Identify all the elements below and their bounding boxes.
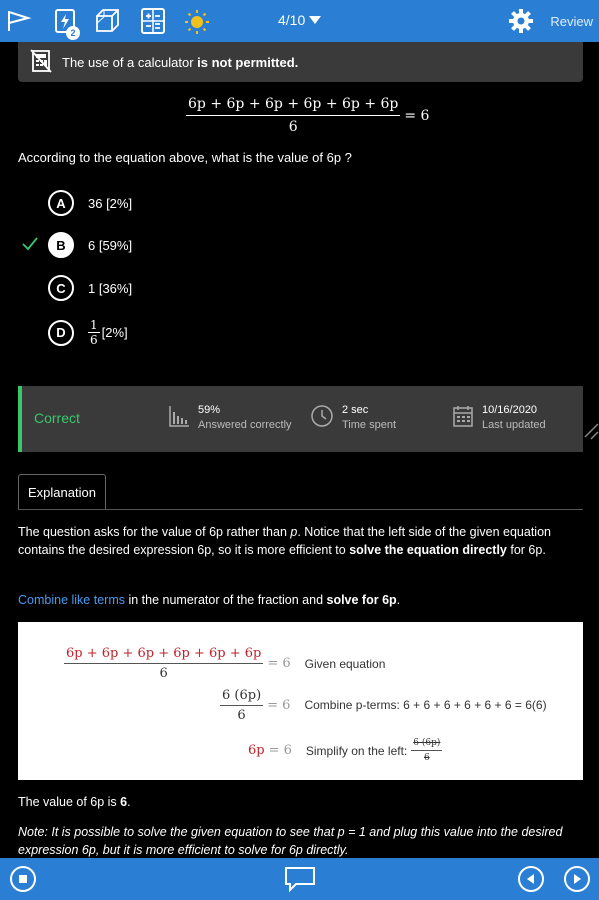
work-step-3: 6p = 6 Simplify on the left: 6 (6p) 6 [248, 738, 441, 763]
choice-c[interactable] [48, 275, 132, 301]
flashcard-badge: 2 [66, 26, 80, 40]
choice-letter: D [48, 320, 74, 346]
calculator-notice [18, 42, 583, 82]
question-equation [186, 96, 429, 135]
bottom-bar [0, 858, 599, 900]
cube-icon[interactable] [92, 6, 122, 36]
choice-text: 36 [2%] [88, 195, 133, 211]
time-value: 2 sec [342, 404, 369, 416]
result-stats-panel [18, 386, 583, 452]
question-progress[interactable] [278, 12, 321, 28]
choice-fraction: 1 6 [90, 318, 98, 347]
date-value: 10/16/2020 [482, 404, 538, 416]
calendar-icon [452, 404, 474, 433]
work-step-1: $\frac{6p + 6p + 6p + 6p + 6p + 6p}{6}$ = 6 Given equation [66, 646, 386, 681]
top-bar [0, 0, 599, 42]
choice-letter: C [48, 275, 74, 301]
time-label: Time spent [342, 419, 397, 431]
choice-a[interactable] [48, 190, 132, 216]
explanation-paragraph-1: The question asks for the value of 6p rather than p. Notice that the left side of the given equation contains the desired expression 6p, so it is more efficient to solve the equation directly for 6p. [18, 525, 551, 557]
equation-denominator: 6 [288, 119, 298, 135]
worked-solution-box [18, 622, 583, 780]
flag-icon[interactable] [4, 6, 34, 36]
choice-text: 1 [36%] [88, 280, 133, 296]
no-calculator-icon [30, 49, 52, 76]
work-step-2: $\frac{6 (6p)}{6}$ = 6 Combine p-terms: 6 + 6 + 6 + 6 + 6 + 6 = 6(6) [222, 688, 547, 723]
next-icon[interactable] [564, 866, 590, 892]
calculator-notice-text: The use of a calculator is not permitted. [62, 54, 299, 70]
review-button[interactable]: Review [550, 14, 593, 29]
explanation-paragraph-2: Combine like terms in the numerator of the fraction and solve for 6p. [18, 593, 401, 607]
resize-handle-icon[interactable] [583, 420, 599, 450]
choice-d[interactable] [48, 318, 128, 347]
calculator-icon[interactable] [138, 6, 168, 36]
tab-explanation[interactable]: Explanation [18, 474, 106, 510]
date-label: Last updated [482, 419, 546, 431]
choice-text: 6 [59%] [88, 237, 133, 253]
choice-letter: A [48, 190, 74, 216]
choice-text: [2%] [101, 325, 128, 340]
result-status: Correct [34, 410, 80, 426]
gear-icon[interactable] [506, 6, 536, 36]
combine-like-terms-link[interactable]: Combine like terms [18, 593, 125, 607]
answer-statement: The value of 6p is 6. [18, 795, 131, 809]
tab-divider [18, 509, 583, 510]
choice-letter: B [48, 232, 74, 258]
chat-icon[interactable] [284, 866, 316, 897]
question-text: According to the equation above, what is the value of 6p ? [18, 150, 352, 165]
percent-label: Answered correctly [198, 419, 292, 431]
equation-numerator: 6p + 6p + 6p + 6p + 6p + 6p [186, 96, 400, 116]
clock-icon [310, 404, 334, 433]
previous-icon[interactable] [518, 866, 544, 892]
stop-icon[interactable] [10, 866, 36, 892]
time-stat [310, 404, 396, 433]
checkmark-icon [22, 237, 38, 251]
chevron-down-icon [309, 15, 321, 25]
brightness-icon[interactable] [182, 6, 212, 36]
date-stat [452, 404, 546, 433]
equation-rhs: = 6 [404, 107, 430, 124]
bar-chart-icon [168, 404, 190, 433]
percent-stat [168, 404, 292, 433]
progress-text: 4/10 [278, 12, 306, 28]
explanation-note: Note: It is possible to solve the given equation to see that p = 1 and plug this value into the desired expression 6p, but it is more efficient to solve for 6p directly. [18, 825, 563, 857]
choice-b[interactable] [48, 232, 132, 258]
percent-value: 59% [198, 404, 221, 416]
